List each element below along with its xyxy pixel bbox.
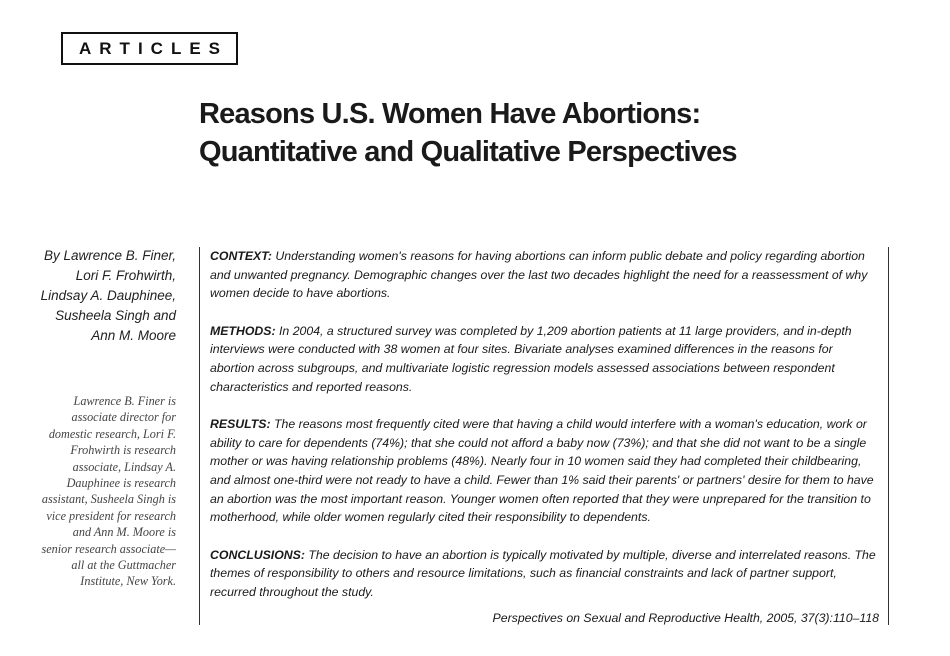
title-line-1: Reasons U.S. Women Have Abortions: [199, 98, 701, 130]
author-byline: By Lawrence B. Finer, Lori F. Frohwirth, Lindsay A. Dauphinee, Susheela Singh and Ann M. Moore [40, 248, 176, 343]
methods-label: METHODS: [210, 323, 276, 338]
abstract-results [210, 415, 880, 527]
section-label: ARTICLES [61, 32, 238, 65]
methods-text: In 2004, a structured survey was completed by 1,209 abortion patients at 11 large providers, and in-depth interviews were conducted with 38 women at four sites. Bivariate analyses examined differences in the reasons for abortion across subgroups, and multivariate logistic regression models assessed associations between respondent characteristics and reported reasons. [210, 323, 852, 394]
abstract-conclusions [210, 546, 880, 602]
conclusions-label: CONCLUSIONS: [210, 547, 305, 562]
title-line-2: Quantitative and Qualitative Perspectives [199, 136, 737, 168]
abstract-left-rule [199, 247, 200, 625]
conclusions-text: The decision to have an abortion is typically motivated by multiple, diverse and interrelated reasons. The themes of responsibility to others and resource limitations, such as financial constraints and lack of partner support, recurred throughout the study. [210, 547, 876, 600]
results-text: The reasons most frequently cited were that having a child would interfere with a woman's education, work or ability to care for dependents (74%); that she could not afford a baby now (73%); and that she did not want to be a single mother or was having relationship problems (48%). Nearly four in 10 women said they had completed their childbearing, and almost one-third were not ready to have a child. Fewer than 1% said their parents' or partners' desire for them to have an abortion was the most important reason. Younger women often reported that they were unprepared for the transition to motherhood, while older women regularly cited their responsibility to dependents. [210, 416, 874, 525]
journal-citation: Perspectives on Sexual and Reproductive Health, 2005, 37(3):110–118 [492, 611, 879, 625]
abstract-context [210, 247, 880, 303]
context-label: CONTEXT: [210, 249, 272, 263]
abstract-methods [210, 322, 880, 397]
results-label: RESULTS: [210, 416, 271, 431]
author-affiliations: Lawrence B. Finer is associate director for domestic research, Lori F. Frohwirth is research associate, Lindsay A. Dauphinee is research assistant, Susheela Singh is vice president for research and Ann M. Moore is senior research associate—all at the Guttmacher Institute, New York. [41, 394, 176, 589]
abstract [210, 247, 880, 620]
context-text: Understanding women's reasons for having abortions can inform public debate and policy regarding abortion and unwanted pregnancy. Demographic changes over the last two decades highlight the need for a reassessment of why women decide to have abortions. [210, 249, 868, 301]
abstract-right-rule [888, 247, 889, 625]
article-title [199, 95, 899, 171]
